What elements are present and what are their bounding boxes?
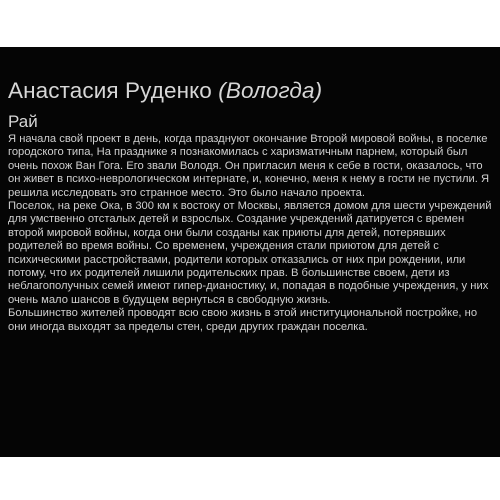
author-city: (Вологда): [218, 78, 323, 103]
paragraph-village: Поселок, на реке Ока, в 300 км к востоку от Москвы, является домом для шести учреждений для умственно отсталых детей и взрослых. Создание учреждений датируется с времен второй мировой войны, когда они были созданы как приюты для детей, потерявших родителей во время войны. Со временем, учреждения стали приютом для детей с психическими расстройствами, родители которых отказались от них при рождении, или потому, что их родителей лишили родительских прав. В большинстве своем, дети из неблагополучных семей имеют гипер-дианостику, и, попадая в подобные учреждения, у них очень мало шансов в будущем вернуться в свободную жизнь.: [8, 200, 492, 306]
paragraph-intro: Я начала свой проект в день, когда празднуют окончание Второй мировой войны, в поселке городского типа, На празднике я познакомилась с харизматичным парнем, который был очень похож Ван Гога. Его звали Володя. Он пригласил меня к себе в гости, оказалось, что он живет в психо-неврологическом интернате, и, конечно, меня к нему в гости не пустили. Я решила исследовать это странное место. Это было начало проекта.: [8, 133, 490, 199]
project-description: [8, 133, 496, 334]
author-heading: [8, 78, 322, 104]
author-name: Анастасия Руденко: [8, 78, 212, 103]
project-title: Рай: [8, 112, 38, 131]
paragraph-residents: Большинство жителей проводят всю свою жизнь в этой институциональной постройке, но они иногда выходят за пределы стен, среди других граждан поселка.: [8, 307, 478, 333]
